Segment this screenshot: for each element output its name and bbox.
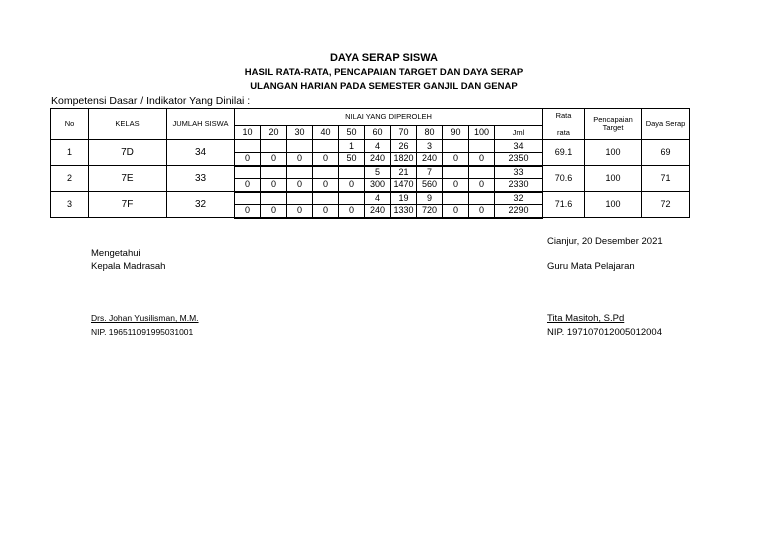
count-cell [443,166,469,179]
row-no: 2 [51,166,89,192]
header-rata-line1: Rata [555,111,572,120]
row-no: 3 [51,192,89,218]
count-cell [287,140,313,153]
count-total: 32 [495,192,543,205]
header-score-60: 60 [365,126,391,140]
count-cell: 3 [417,140,443,153]
header-score-70: 70 [391,126,417,140]
header-rata-line2: rata [557,127,570,137]
product-cell: 240 [417,153,443,166]
row-kelas: 7D [89,140,167,166]
guru-name: Tita Masitoh, S.Pd [547,313,625,324]
document-title: DAYA SERAP SISWA [329,52,438,64]
table-row [51,166,690,179]
product-cell: 0 [469,153,495,166]
row-pencapaian: 100 [585,140,642,166]
header-rata [543,109,585,140]
count-cell [313,166,339,179]
product-cell: 240 [365,205,391,218]
count-cell: 4 [365,140,391,153]
header-jumlah-siswa: JUMLAH SISWA [167,109,235,140]
product-cell: 0 [287,179,313,192]
count-cell [339,166,365,179]
row-rata: 70.6 [543,166,585,192]
document-subtitle-1: HASIL RATA-RATA, PENCAPAIAN TARGET DAN DAYA SERAP [244,67,524,78]
product-cell: 0 [261,205,287,218]
count-cell: 1 [339,140,365,153]
kepala-name: Drs. Johan Yusilisman, M.M. [91,313,199,323]
header-score-50: 50 [339,126,365,140]
product-cell: 0 [339,205,365,218]
document-subtitle-2: ULANGAN HARIAN PADA SEMESTER GANJIL DAN GENAP [250,81,518,92]
row-pencapaian: 100 [585,192,642,218]
row-rata: 69.1 [543,140,585,166]
count-cell [261,140,287,153]
header-daya-serap: Daya Serap [642,109,690,140]
header-nilai: NILAI YANG DIPEROLEH [235,109,543,126]
product-cell: 0 [287,205,313,218]
product-cell: 0 [469,179,495,192]
product-cell: 50 [339,153,365,166]
count-cell: 9 [417,192,443,205]
product-cell: 240 [365,153,391,166]
daya-serap-table [50,108,690,219]
count-cell [469,192,495,205]
count-cell [339,192,365,205]
product-total: 2290 [495,205,543,218]
count-cell [313,192,339,205]
header-score-100: 100 [469,126,495,140]
count-cell [443,192,469,205]
product-cell: 0 [469,205,495,218]
count-cell [287,192,313,205]
count-cell [287,166,313,179]
header-pencapaian: Pencapaian Target [585,109,642,140]
product-cell: 0 [261,179,287,192]
row-jumlah-siswa: 32 [167,192,235,218]
product-total: 2350 [495,153,543,166]
count-cell [261,192,287,205]
product-cell: 0 [313,179,339,192]
count-cell [261,166,287,179]
count-cell [235,192,261,205]
row-daya-serap: 71 [642,166,690,192]
row-pencapaian: 100 [585,166,642,192]
row-daya-serap: 69 [642,140,690,166]
count-cell [313,140,339,153]
row-kelas: 7F [89,192,167,218]
row-jumlah-siswa: 33 [167,166,235,192]
product-cell: 0 [443,153,469,166]
count-cell: 4 [365,192,391,205]
product-cell: 720 [417,205,443,218]
header-no: No [51,109,89,140]
row-kelas: 7E [89,166,167,192]
product-cell: 0 [235,179,261,192]
product-cell: 0 [261,153,287,166]
product-cell: 0 [287,153,313,166]
row-no: 1 [51,140,89,166]
guru-mapel-label: Guru Mata Pelajaran [547,261,635,272]
header-score-40: 40 [313,126,339,140]
header-score-20: 20 [261,126,287,140]
place-date: Cianjur, 20 Desember 2021 [547,236,663,247]
product-cell: 1330 [391,205,417,218]
kepala-nip: NIP. 196511091995031001 [91,327,194,337]
count-cell: 5 [365,166,391,179]
product-cell: 0 [339,179,365,192]
count-cell: 26 [391,140,417,153]
product-cell: 0 [313,153,339,166]
product-cell: 1820 [391,153,417,166]
count-cell: 7 [417,166,443,179]
kepala-madrasah-label: Kepala Madrasah [91,261,166,272]
count-cell [443,140,469,153]
header-jml: Jml [495,126,543,140]
product-cell: 560 [417,179,443,192]
count-cell [469,166,495,179]
header-score-80: 80 [417,126,443,140]
product-cell: 0 [313,205,339,218]
count-total: 33 [495,166,543,179]
product-total: 2330 [495,179,543,192]
row-daya-serap: 72 [642,192,690,218]
product-cell: 300 [365,179,391,192]
header-kelas: KELAS [89,109,167,140]
kompetensi-label: Kompetensi Dasar / Indikator Yang Dinilai : [51,95,251,107]
mengetahui-label: Mengetahui [91,248,141,259]
product-cell: 1470 [391,179,417,192]
product-cell: 0 [235,205,261,218]
product-cell: 0 [235,153,261,166]
count-cell [235,166,261,179]
guru-nip: NIP. 197107012005012004 [547,327,662,338]
header-score-30: 30 [287,126,313,140]
row-jumlah-siswa: 34 [167,140,235,166]
count-cell: 21 [391,166,417,179]
product-cell: 0 [443,179,469,192]
count-cell [235,140,261,153]
row-rata: 71.6 [543,192,585,218]
header-score-10: 10 [235,126,261,140]
table-row [51,140,690,153]
count-cell: 19 [391,192,417,205]
count-total: 34 [495,140,543,153]
product-cell: 0 [443,205,469,218]
count-cell [469,140,495,153]
table-row [51,192,690,205]
header-score-90: 90 [443,126,469,140]
